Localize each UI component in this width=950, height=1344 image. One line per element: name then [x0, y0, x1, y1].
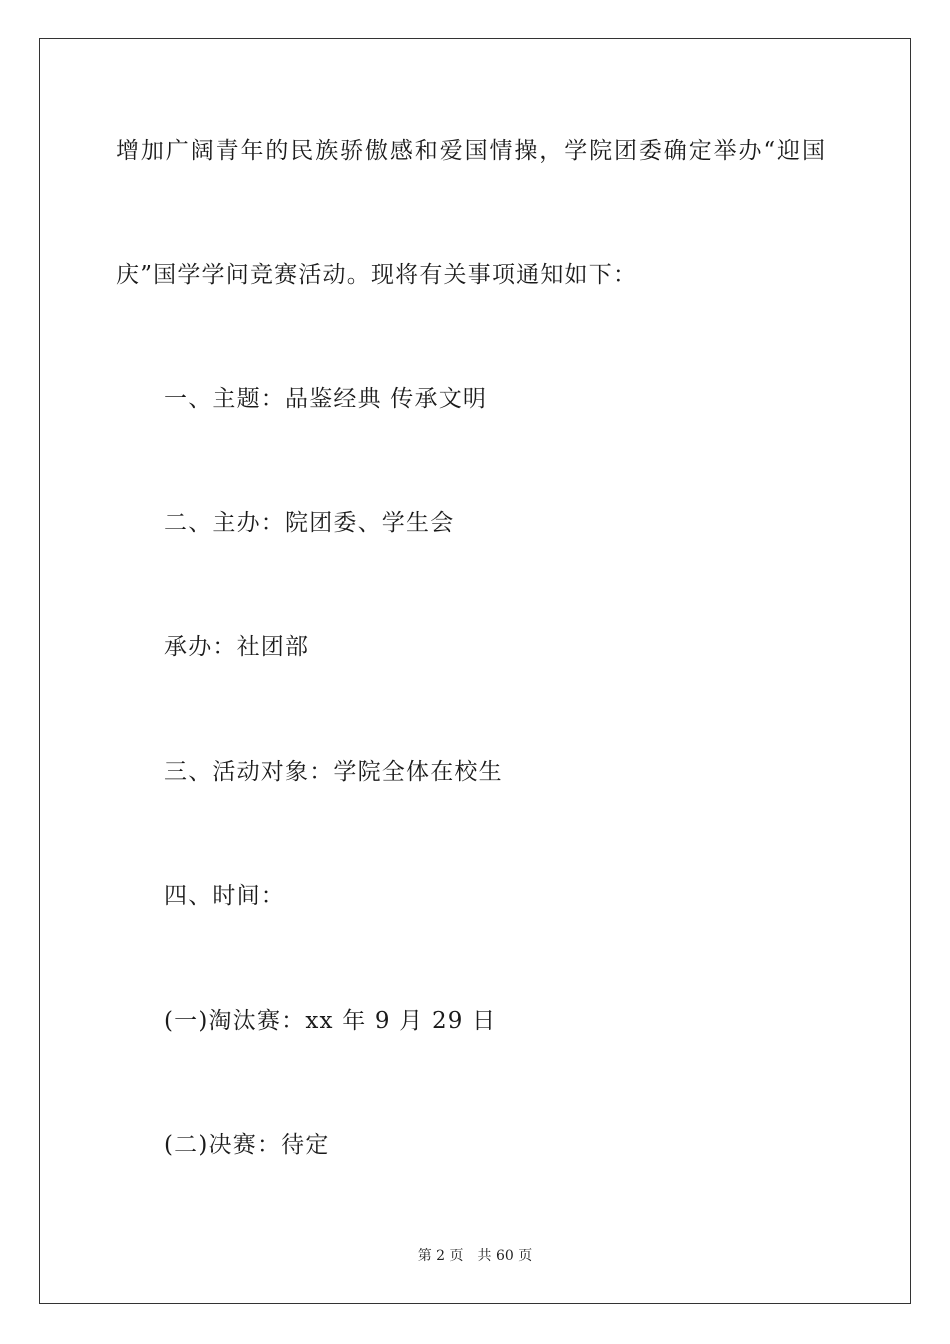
section-theme: 一、主题：品鉴经典 传承文明 — [164, 386, 488, 412]
page-number-footer: 第 2 页 共 60 页 — [417, 1248, 533, 1264]
body-text-line: 增加广阔青年的民族骄傲感和爱国情操，学院团委确定举办“迎国 — [116, 138, 827, 164]
page-border — [39, 38, 911, 1304]
section-organizer: 承办：社团部 — [164, 634, 310, 660]
time-final: (二)决赛：待定 — [164, 1132, 330, 1158]
section-time: 四、时间： — [164, 883, 285, 909]
section-participants: 三、活动对象：学院全体在校生 — [164, 759, 503, 785]
section-host: 二、主办：院团委、学生会 — [164, 510, 455, 536]
body-text-line: 庆”国学学问竞赛活动。现将有关事项通知如下： — [116, 262, 638, 288]
time-preliminary: (一)淘汰赛：xx 年 9 月 29 日 — [164, 1008, 497, 1034]
